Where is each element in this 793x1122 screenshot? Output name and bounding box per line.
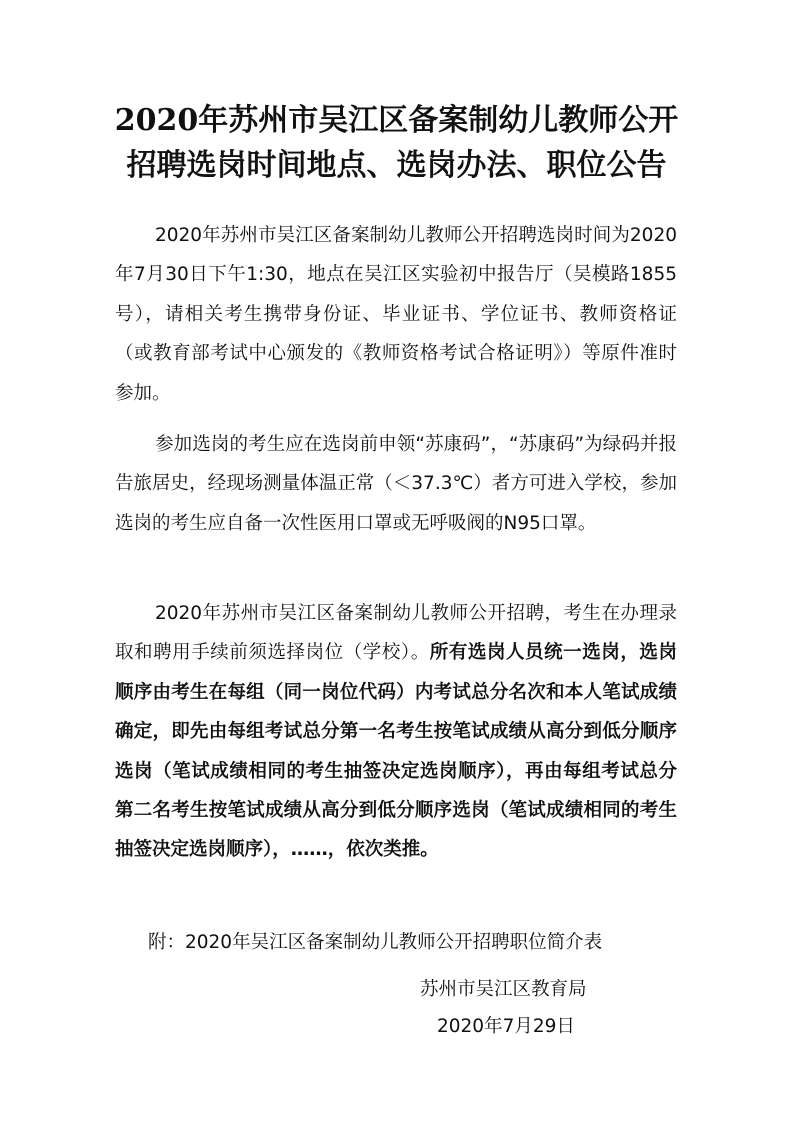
signature-date: 2020年7月29日 bbox=[437, 1016, 575, 1037]
paragraph-selection-time-place bbox=[115, 216, 677, 413]
paragraph-1-text: 2020年苏州市吴江区备案制幼儿教师公开招聘选岗时间为2020年7月30日下午1:30，地点在吴江区实验初中报告厅（吴模路1855号），请相关考生携带身份证、毕业证书、学位证书、教师资格证（或教育部考试中心颁发的《教师资格考试合格证明》）等原件准时参加。 bbox=[115, 225, 677, 404]
signature-organization: 苏州市吴江区教育局 bbox=[420, 979, 587, 1000]
title-line-2: 招聘选岗时间地点、选岗办法、职位公告 bbox=[126, 148, 667, 183]
title-line-1: 2020年苏州市吴江区备案制幼儿教师公开 bbox=[114, 103, 679, 138]
paragraph-selection-method bbox=[115, 594, 677, 870]
paragraph-health-requirements bbox=[115, 425, 677, 543]
attachment-line: 附：2020年吴江区备案制幼儿教师公开招聘职位简介表 bbox=[148, 932, 603, 953]
paragraph-3-bold-text: 所有选岗人员统一选岗，选岗顺序由考生在每组（同一岗位代码）内考试总分名次和本人笔试成绩确定，即先由每组考试总分第一名考生按笔试成绩从高分到低分顺序选岗（笔试成绩相同的考生抽签决定选岗顺序），再由每组考试总分第二名考生按笔试成绩从高分到低分顺序选岗（笔试成绩相同的考生抽签决定选岗顺序），……，依次类推。 bbox=[115, 642, 677, 861]
paragraph-3-normal-text: 2020年苏州市吴江区备案制幼儿教师公开招聘，考生在办理录取和聘用手续前须选择岗位（学校）。 bbox=[115, 603, 677, 664]
document-title bbox=[0, 98, 793, 188]
paragraph-2-text: 参加选岗的考生应在选岗前申领“苏康码”，“苏康码”为绿码并报告旅居史，经现场测量体温正常（＜37.3℃）者方可进入学校，参加选岗的考生应自备一次性医用口罩或无呼吸阀的N95口罩。 bbox=[115, 434, 677, 534]
